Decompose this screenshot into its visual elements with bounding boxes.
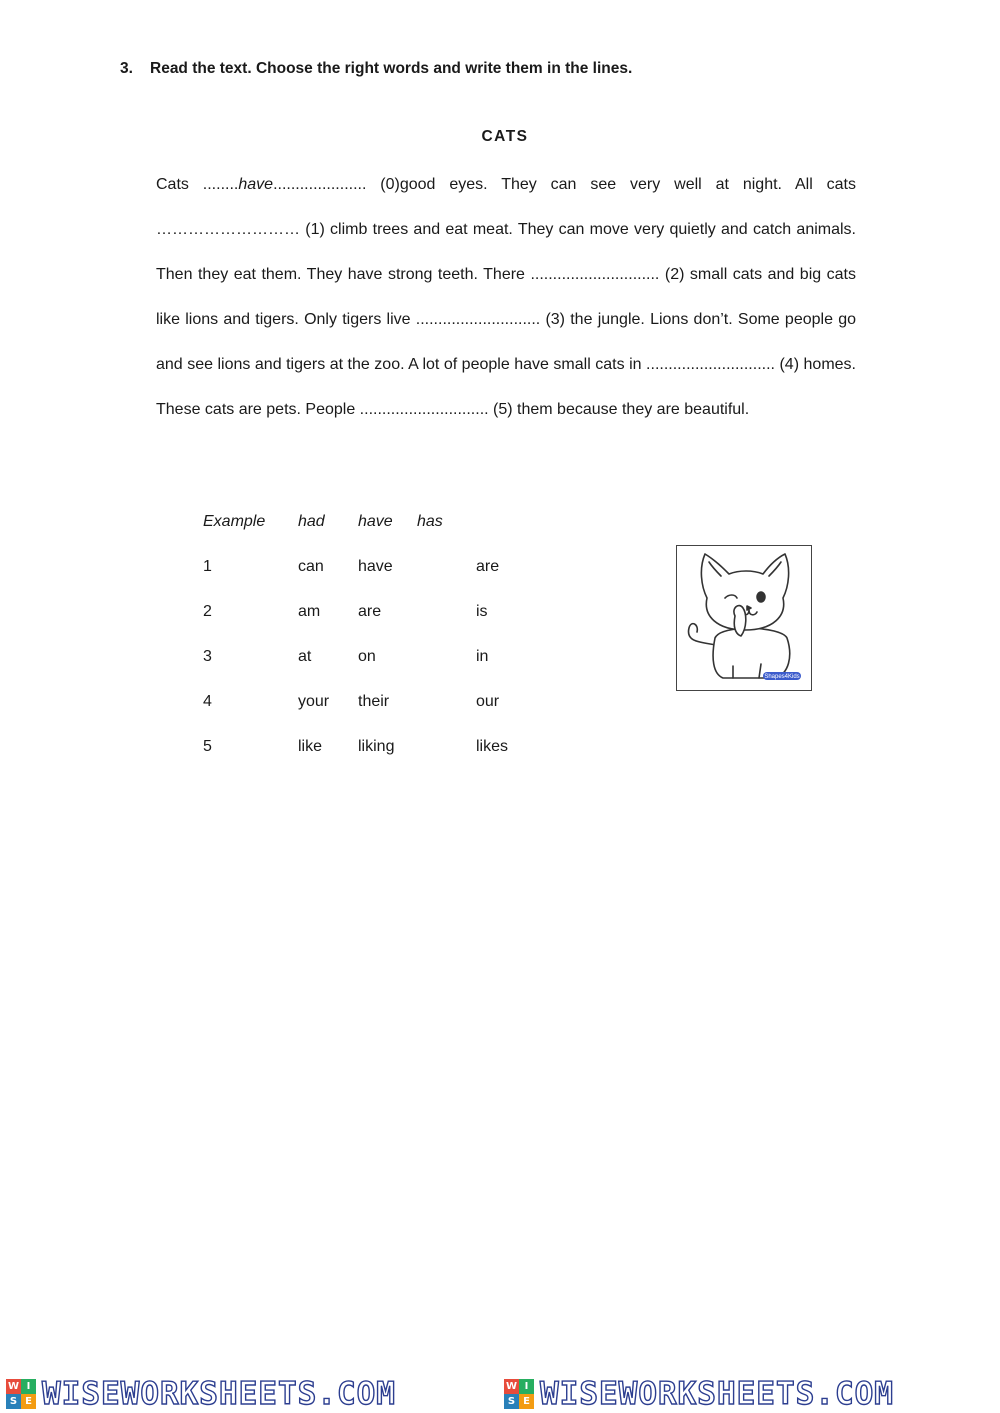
brand-logo <box>6 1377 396 1411</box>
option-word: had <box>298 513 325 530</box>
option-word: am <box>298 603 321 620</box>
badge-letter: E <box>519 1394 534 1409</box>
options-row <box>203 544 603 589</box>
option-word: our <box>476 693 500 710</box>
option-word: have <box>358 513 393 530</box>
badge-letter: S <box>6 1394 21 1409</box>
option-number: 1 <box>203 558 212 575</box>
logo-badge-icon <box>6 1379 36 1409</box>
passage-text-start: Cats ........ <box>156 176 239 193</box>
option-word: is <box>476 603 488 620</box>
brand-name: WISEWORKSHEETS.COM <box>540 1376 894 1412</box>
example-answer: have <box>238 176 274 193</box>
reading-passage <box>156 162 856 432</box>
option-word: in <box>476 648 489 665</box>
logo-badge-icon <box>504 1379 534 1409</box>
page-title: CATS <box>481 128 529 145</box>
options-row <box>203 724 603 769</box>
exercise-number: 3. <box>120 60 133 77</box>
option-number: 4 <box>203 693 212 710</box>
cat-picture-frame <box>676 545 812 691</box>
option-word: your <box>298 693 330 710</box>
option-word: are <box>358 603 382 620</box>
option-word: likes <box>476 738 509 755</box>
brand-logo <box>504 1377 894 1411</box>
option-word: has <box>417 513 443 530</box>
option-word: are <box>476 558 500 575</box>
option-word: can <box>298 558 324 575</box>
badge-letter: E <box>21 1394 36 1409</box>
badge-letter: W <box>505 1381 518 1392</box>
option-word: have <box>358 558 393 575</box>
option-number: 3 <box>203 648 212 665</box>
option-label: Example <box>203 513 266 530</box>
brand-name: WISEWORKSHEETS.COM <box>42 1376 396 1412</box>
instruction-text: Read the text. Choose the right words and write them in the lines. <box>150 60 633 77</box>
badge-letter: I <box>21 1379 36 1394</box>
option-word: like <box>298 738 323 755</box>
passage-text-rest: ..................... (0)good eyes. They can see very well at night. All cats ……………………… (1) climb trees and eat meat. They can move very quietly and catch animals. Then they eat them. They have strong teeth. There ............................. (2) small cats and big cats like lions and tigers. Only tigers live ............................ (3) the jungle. Lions don’t. Some people go and see lions and tigers at the zoo. A lot of people have small cats in ............................. (4) homes. These cats are pets. People ............................. (5) them because they are beautiful. <box>156 176 857 418</box>
illustration-label: Shapes4Kids <box>764 674 800 680</box>
option-number: 5 <box>203 738 212 755</box>
options-row-example <box>203 499 603 544</box>
exercise-instruction <box>120 60 632 78</box>
word-options-table <box>203 499 603 769</box>
cat-illustration-icon <box>677 546 811 690</box>
options-row <box>203 634 603 679</box>
options-row <box>203 589 603 634</box>
option-word: liking <box>358 738 395 755</box>
options-row <box>203 679 603 724</box>
option-number: 2 <box>203 603 212 620</box>
option-word: their <box>358 693 390 710</box>
footer-watermark <box>0 1375 1000 1413</box>
badge-letter: I <box>519 1379 534 1394</box>
badge-letter: S <box>504 1394 519 1409</box>
badge-letter: W <box>7 1381 20 1392</box>
option-word: on <box>358 648 376 665</box>
option-word: at <box>298 648 312 665</box>
